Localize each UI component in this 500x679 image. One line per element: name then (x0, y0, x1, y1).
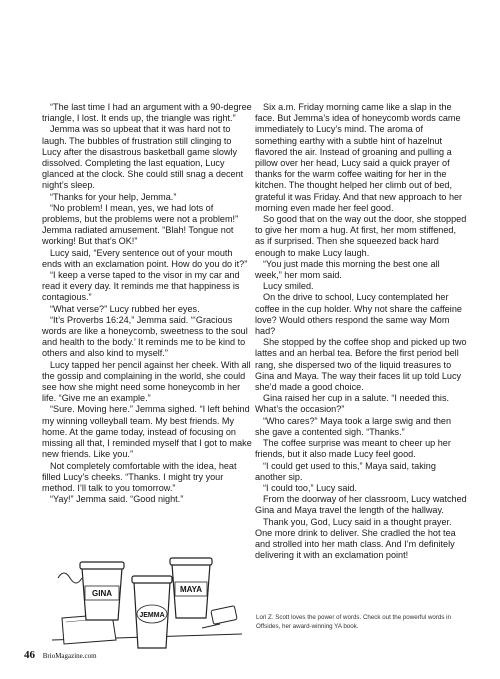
page-number: 46 (24, 649, 35, 661)
cup-label-maya: MAYA (179, 585, 203, 594)
right-paragraph: Thank you, God, Lucy said in a thought prayer. One more drink to deliver. She cradled the hot tea and strolled into her math class. And I’m definitely delivering it with an exclamation point! (255, 516, 456, 561)
right-paragraph: Lucy smiled. (263, 281, 314, 292)
story-column-right (255, 102, 467, 561)
right-paragraph: “You just made this morning the best one all week,” her mom said. (255, 258, 440, 281)
left-paragraph: “The last time I had an argument with a 90-degree triangle, I lost. It ends up, the triangle was right.” (42, 102, 252, 124)
right-paragraph: “Who cares?” Maya took a large swig and then she gave a contented sigh. “Thanks.” (255, 415, 452, 437)
story-column-left (42, 102, 252, 505)
left-paragraph: Lucy said, “Every sentence out of your mouth ends with an exclamation point. How do you do it?” (42, 247, 248, 269)
cup-jemma (132, 576, 172, 648)
right-paragraph: “I could too,” Lucy said. (263, 482, 358, 493)
right-paragraph: From the doorway of her classroom, Lucy watched Gina and Maya travel the length of the hallway. (255, 494, 467, 516)
coffee-cups-illustration (52, 548, 242, 656)
right-paragraph: The coffee surprise was meant to cheer up her friends, but it also made Lucy feel good. (255, 438, 451, 460)
cup-label-gina: GINA (92, 589, 112, 598)
right-paragraph: Six a.m. Friday morning came like a slap in the face. But Jemma’s idea of honeycomb words came immediately to Lucy’s mind. The aroma of something earthy with a subtle hint of hazelnut flavored the air. Instead of groaning and pulling a pillow over her head, Lucy said a quick prayer of thanks for the warm coffee waiting for her in the kitchen. The thought helped her climb out of bed, grateful it was Friday. And that new approach to her morning even made her feel good. (255, 102, 463, 213)
left-paragraph: “Sure. Moving here.” Jemma sighed. “I left behind my winning volleyball team. My best friends. My home. At the game today, instead of focusing on missing all that, I reminded myself that I got to make new friends. Like you.” (42, 404, 252, 460)
left-paragraph: Jemma was so upbeat that it was hard not to laugh. The bubbles of frustration still clinging to Lucy after the disastrous basketball game slowly dissolved. Completing the last equation, Lucy glanced at the clock. She could still snag a decent night’s sleep. (42, 124, 244, 191)
right-paragraph: On the drive to school, Lucy contemplated her coffee in the cup holder. Why not share the caffeine love? Would others respond the same way Mom had? (255, 292, 462, 337)
cup-gina (80, 562, 124, 620)
right-paragraph: So good that on the way out the door, she stopped to give her mom a hug. At first, her mom stiffened, as if surprised. Then she squeezed back hard enough to make Lucy laugh. (255, 214, 467, 258)
page-footer (24, 649, 97, 661)
right-paragraph: Gina raised her cup in a salute. “I needed this. What’s the occasion?” (255, 393, 450, 415)
left-paragraph: “No problem! I mean, yes, we had lots of problems, but the problems were not a problem!” Jemma radiated amusement. “Blah! Tongue not working! But that’s OK!” (42, 202, 239, 247)
left-paragraph: “What verse?” Lucy rubbed her eyes. (50, 303, 200, 314)
left-paragraph: “I keep a verse taped to the visor in my car and read it every day. It reminds me that happiness is contagious.” (42, 270, 240, 303)
left-paragraph: Lucy tapped her pencil against her cheek. With all the gossip and complaining in the world, she could see how she might need some honeycomb in her life. “Give me an example.” (42, 359, 251, 404)
site-name: BrioMagazine.com (42, 652, 97, 660)
left-paragraph: “It’s Proverbs 16:24,” Jemma said. “‘Gracious words are like a honeycomb, sweetness to the soul and health to the body.’ It reminds me to be kind to others and also kind to myself.” (42, 314, 248, 359)
left-paragraph: “Thanks for your help, Jemma.” (50, 191, 177, 202)
cup-label-jemma: JEMMA (139, 612, 165, 619)
author-bio: Lori Z. Scott loves the power of words. Check out the powerful words in Offsides, her award-winning YA book. (256, 614, 451, 630)
left-paragraph: “Yay!” Jemma said. “Good night.” (50, 494, 184, 505)
cup-maya (170, 558, 212, 618)
right-paragraph: She stopped by the coffee shop and picked up two lattes and an herbal tea. Before the first period bell rang, she dispersed two of the liquid treasures to Gina and Maya. The way their faces lit up told Lucy she’d made a good choice. (255, 337, 467, 393)
right-paragraph: “I could get used to this,” Maya said, taking another sip. (255, 460, 436, 482)
left-paragraph: Not completely comfortable with the idea, heat filled Lucy’s cheeks. “Thanks. I might try your method. I’ll talk to you tomorrow.” (42, 460, 237, 493)
